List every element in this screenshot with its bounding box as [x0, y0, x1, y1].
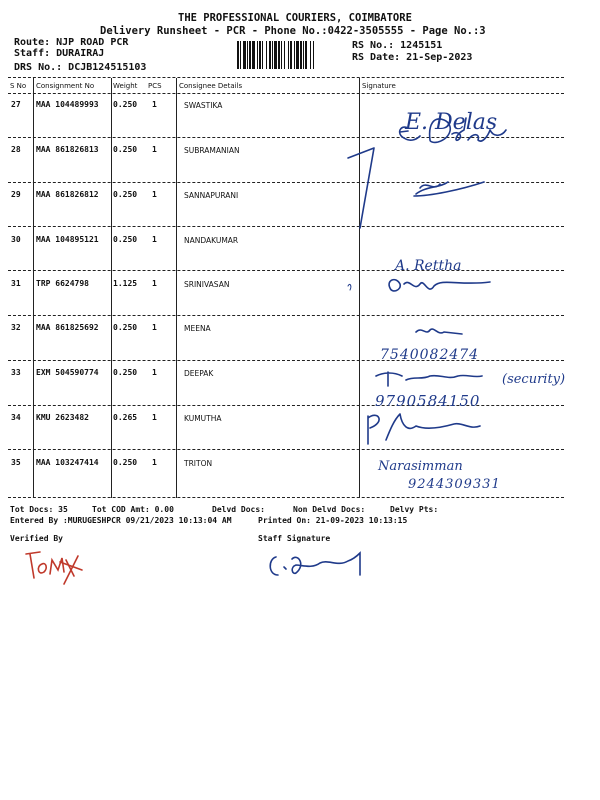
- col-consignment: Consignment No: [36, 82, 95, 90]
- row-sno: 29: [11, 190, 21, 199]
- barcode-image: [237, 41, 346, 69]
- row-weight: 0.250: [113, 458, 138, 467]
- row-consignment: MAA 861825692: [36, 323, 99, 332]
- staff-signature-label: Staff Signature: [258, 534, 331, 543]
- header-bottom-rule: [8, 93, 564, 94]
- row-pcs: 1: [152, 458, 157, 467]
- row-weight: 0.250: [113, 323, 138, 332]
- rs-number: RS No.: 1245151: [352, 40, 443, 51]
- total-docs: Tot Docs: 35: [10, 505, 68, 514]
- document-subtitle: Delivery Runsheet - PCR - Phone No.:0422-3505555 - Page No.:3: [100, 25, 486, 37]
- row-consignment: MAA 861826812: [36, 190, 99, 199]
- row-weight: 0.250: [113, 368, 138, 377]
- staff-signature: [262, 545, 372, 585]
- row-pcs: 1: [152, 323, 157, 332]
- col-consignee: Consignee Details: [179, 82, 243, 90]
- row-consignment: TRP 6624798: [36, 279, 89, 288]
- row-pcs: 1: [152, 235, 157, 244]
- entered-by: Entered By :MURUGESHPCR 09/21/2023 10:13:04 AM: [10, 516, 232, 525]
- row-consignee: DEEPAK: [184, 369, 214, 378]
- row-sno: 30: [11, 235, 21, 244]
- row-consignee: SUBRAMANIAN: [184, 146, 240, 155]
- non-delivered-docs: Non Delvd Docs:: [293, 505, 366, 514]
- row-sno: 31: [11, 279, 21, 288]
- row-pcs: 1: [152, 100, 157, 109]
- row-consignment: EXM 504590774: [36, 368, 99, 377]
- verified-by-label: Verified By: [10, 534, 63, 543]
- handwritten-name: A. Rettha: [395, 258, 462, 274]
- row-consignee: SANNAPURANI: [184, 191, 239, 200]
- handwritten-signature: E. Delas: [405, 110, 498, 135]
- col-sno: S No: [10, 82, 27, 90]
- row-consignee: SWASTIKA: [184, 101, 223, 110]
- row-sno: 33: [11, 368, 21, 377]
- row-pcs: 1: [152, 279, 157, 288]
- row-sno: 34: [11, 413, 21, 422]
- row-sno: 32: [11, 323, 21, 332]
- row-weight: 0.265: [113, 413, 138, 422]
- handwritten-phone: 7540082474: [380, 347, 480, 363]
- row-sno: 28: [11, 145, 21, 154]
- col-pcs: PCS: [148, 82, 162, 90]
- row-pcs: 1: [152, 145, 157, 154]
- row-consignment: MAA 104489993: [36, 100, 99, 109]
- row-weight: 0.250: [113, 100, 138, 109]
- col-divider: [176, 78, 177, 498]
- row-consignee: TRITON: [184, 459, 213, 468]
- handwritten-name: Narasimman: [378, 459, 463, 474]
- total-cod-amount: Tot COD Amt: 0.00: [92, 505, 174, 514]
- drs-number: DRS No.: DCJB124515103: [14, 62, 147, 73]
- row-consignment: MAA 104895121: [36, 235, 99, 244]
- row-weight: 0.250: [113, 145, 138, 154]
- row-consignee: NANDAKUMAR: [184, 236, 239, 245]
- col-divider: [33, 78, 34, 498]
- row-weight: 1.125: [113, 279, 138, 288]
- row-consignee: SRINIVASAN: [184, 280, 230, 289]
- handwritten-phone: 9244309331: [408, 477, 501, 492]
- row-consignee: KUMUTHA: [184, 414, 222, 423]
- col-signature: Signature: [362, 82, 396, 90]
- route-text: Route: NJP ROAD PCR: [14, 37, 129, 48]
- col-divider: [111, 78, 112, 498]
- handwritten-phone: 9790584150: [375, 392, 481, 410]
- document-title: THE PROFESSIONAL COURIERS, COIMBATORE: [178, 12, 412, 24]
- printed-on: Printed On: 21-09-2023 10:13:15: [258, 516, 408, 525]
- row-weight: 0.250: [113, 190, 138, 199]
- col-weight: Weight: [113, 82, 138, 90]
- verified-signature: [20, 540, 100, 590]
- row-sno: 35: [11, 458, 21, 467]
- delivery-points: Delvy Pts:: [390, 505, 439, 514]
- row-sno: 27: [11, 100, 21, 109]
- rs-date: RS Date: 21-Sep-2023: [352, 52, 473, 63]
- row-consignment: MAA 861826813: [36, 145, 99, 154]
- staff-text: Staff: DURAIRAJ: [14, 48, 105, 59]
- row-pcs: 1: [152, 413, 157, 422]
- delivered-docs: Delvd Docs:: [212, 505, 265, 514]
- row-pcs: 1: [152, 190, 157, 199]
- header-top-rule: [8, 77, 564, 78]
- handwritten-signatures: [330, 100, 600, 500]
- row-consignee: MEENA: [184, 324, 211, 333]
- row-consignment: KMU 2623482: [36, 413, 89, 422]
- row-consignment: MAA 103247414: [36, 458, 99, 467]
- row-weight: 0.250: [113, 235, 138, 244]
- handwritten-note: (security): [502, 372, 566, 387]
- row-pcs: 1: [152, 368, 157, 377]
